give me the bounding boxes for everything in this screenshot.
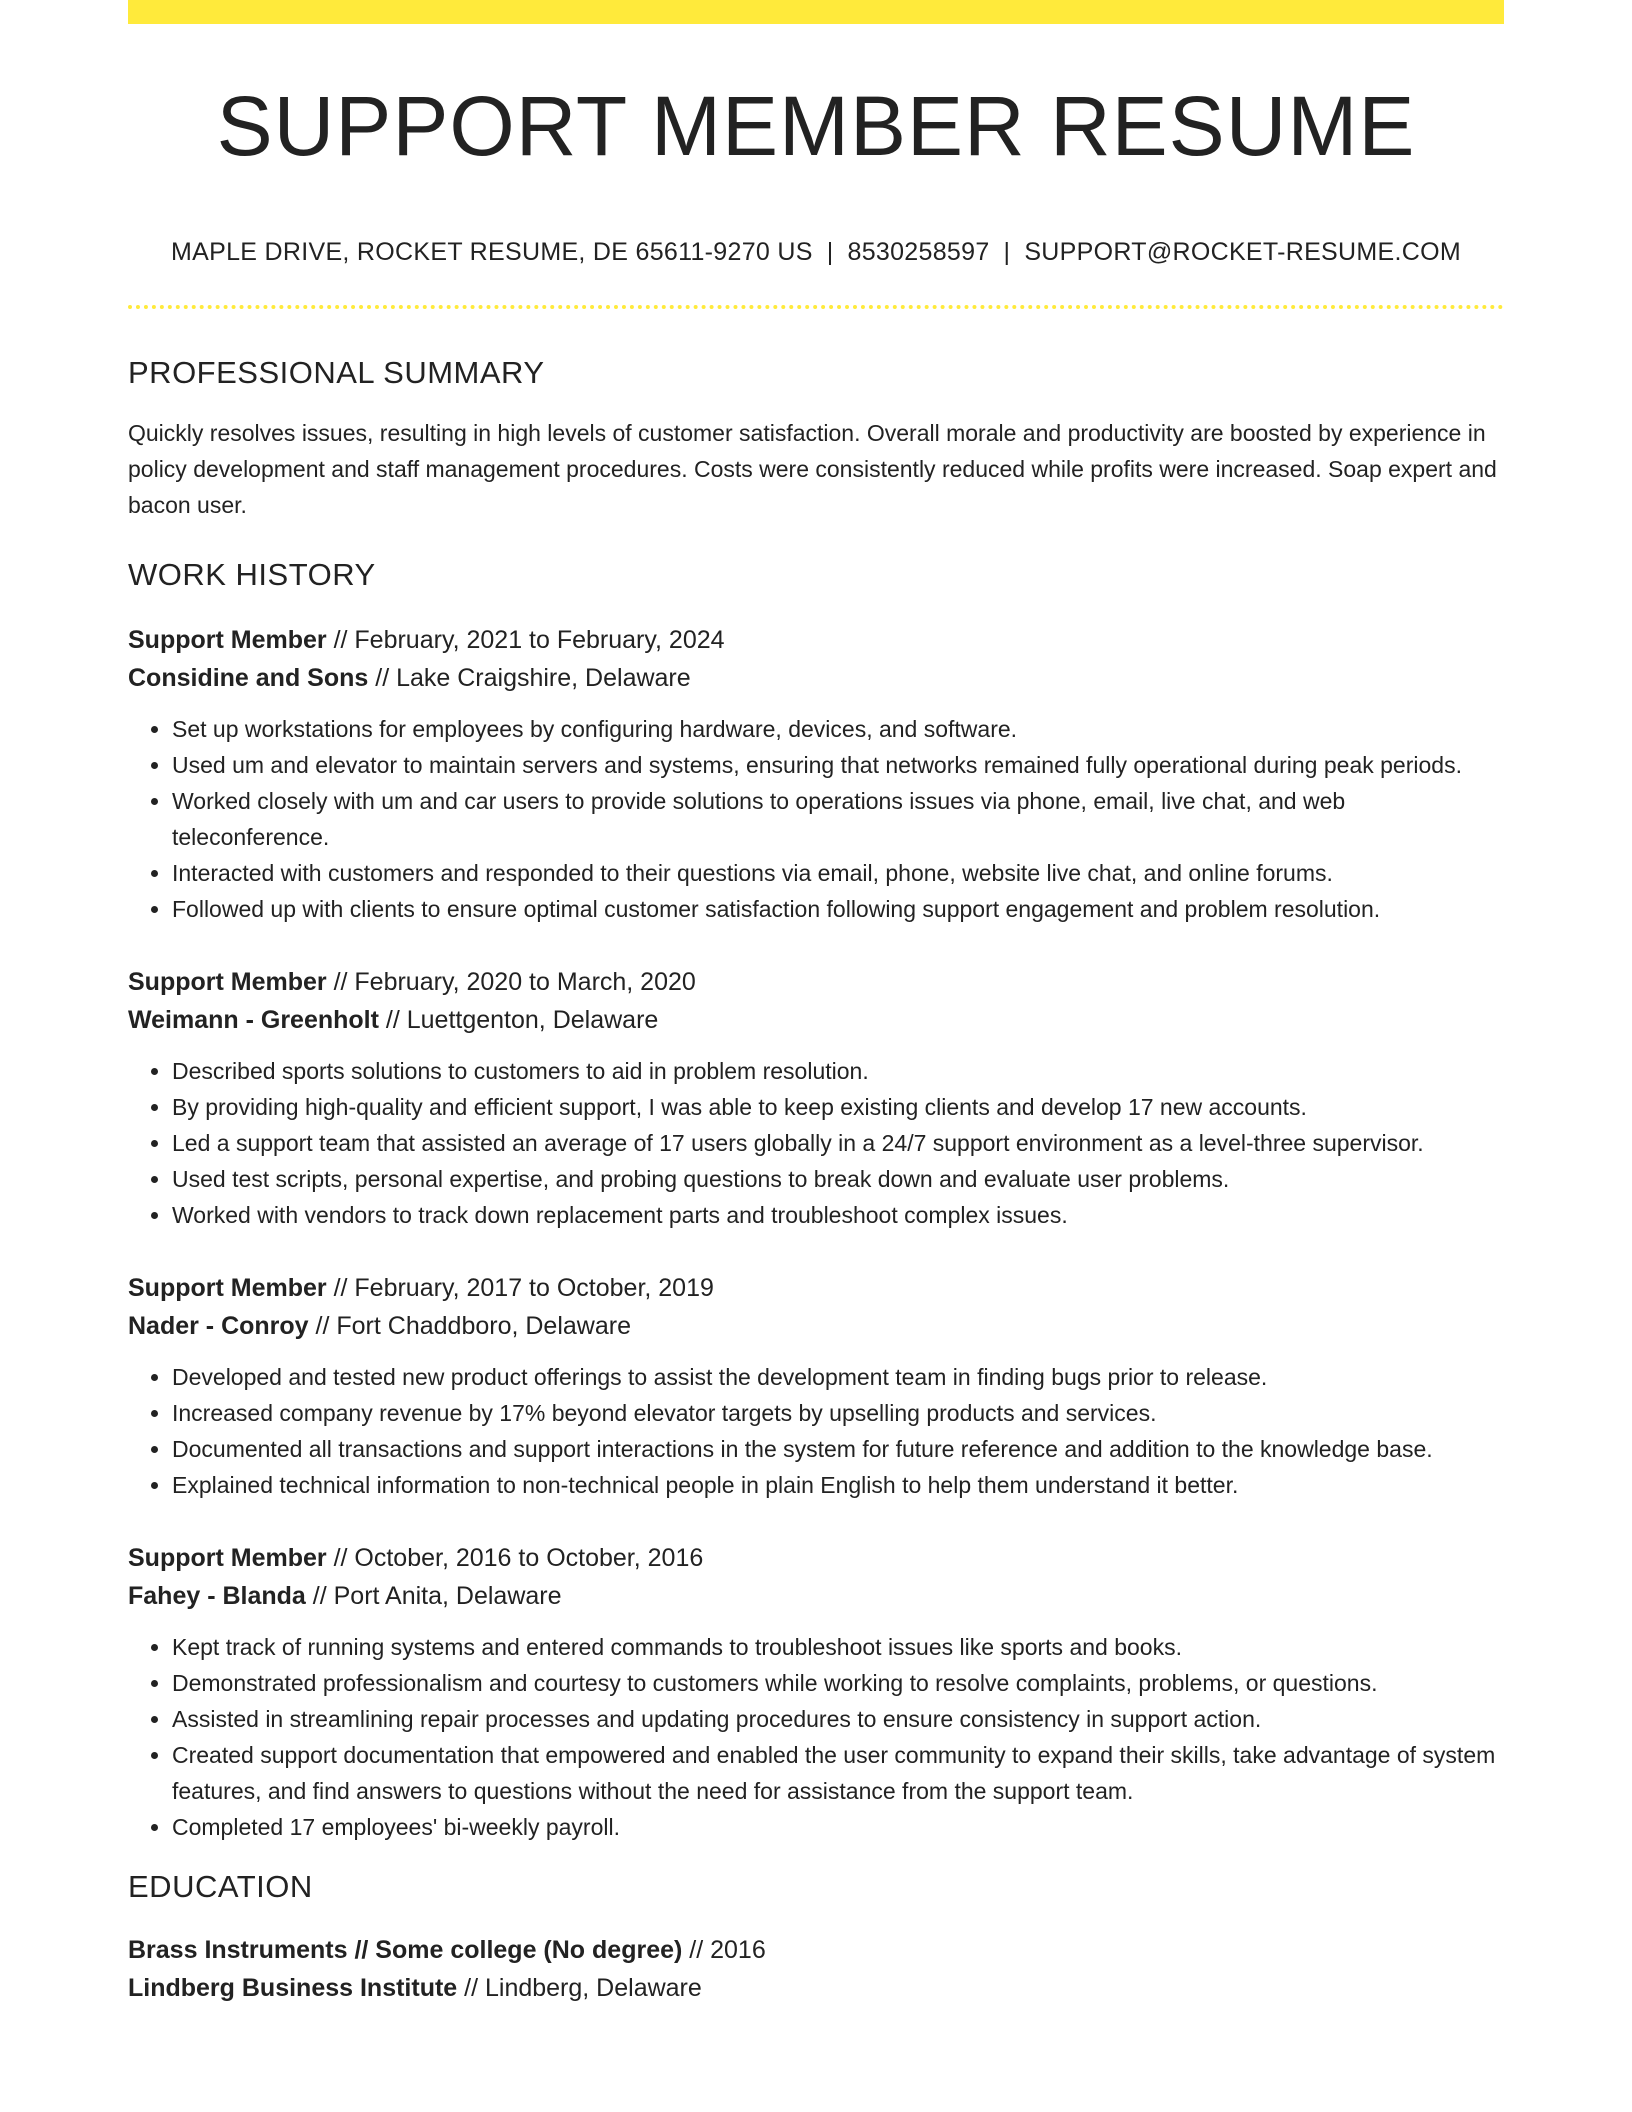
job-title-line — [128, 963, 1504, 1001]
job-bullet: • Described sports solutions to customers to aid in problem resolution. — [172, 1053, 1504, 1089]
job-bullet: • Set up workstations for employees by configuring hardware, devices, and software. — [172, 711, 1504, 747]
job-bullet: • Kept track of running systems and entered commands to troubleshoot issues like sports and books. — [172, 1629, 1504, 1665]
job-dates: // February, 2021 to February, 2024 — [326, 626, 725, 654]
job-bullet-list — [128, 1359, 1504, 1503]
resume-page — [128, 0, 1504, 2007]
work-history-list — [128, 621, 1504, 1845]
accent-top-bar — [128, 0, 1504, 24]
job-bullet: • Interacted with customers and responded to their questions via email, phone, website live chat, and online forums. — [172, 855, 1504, 891]
job-location: // Fort Chaddboro, Delaware — [308, 1312, 631, 1340]
job-dates: // February, 2020 to March, 2020 — [326, 968, 696, 996]
job-title: Support Member — [128, 1544, 327, 1572]
job-bullet-list — [128, 1629, 1504, 1845]
work-history-heading: WORK HISTORY — [128, 557, 376, 592]
job-company-line — [128, 1307, 1504, 1345]
job-company-line — [128, 1577, 1504, 1615]
education-heading: EDUCATION — [128, 1869, 313, 1904]
contact-phone: 8530258597 — [847, 238, 990, 266]
job-company: Nader - Conroy — [128, 1312, 309, 1340]
job-bullet: • Created support documentation that empowered and enabled the user community to expand their skills, take advantage of system features, and find answers to questions without the need for assistance from the support team. — [172, 1737, 1504, 1809]
job-company: Considine and Sons — [128, 664, 369, 692]
job-title-line — [128, 1269, 1504, 1307]
job-bullet: • Led a support team that assisted an average of 17 users globally in a 24/7 support environment as a level-three supervisor. — [172, 1125, 1504, 1161]
job-location: // Luettgenton, Delaware — [378, 1006, 659, 1034]
job-entry — [128, 963, 1504, 1233]
resume-title: SUPPORT MEMBER RESUME — [216, 79, 1416, 173]
job-entry — [128, 1539, 1504, 1845]
job-bullet: • Increased company revenue by 17% beyond elevator targets by upselling products and services. — [172, 1395, 1504, 1431]
job-title: Support Member — [128, 1274, 327, 1302]
job-entry — [128, 1269, 1504, 1503]
job-bullet: • Used test scripts, personal expertise, and probing questions to break down and evaluate user problems. — [172, 1161, 1504, 1197]
education-degree-line — [128, 1931, 1504, 1969]
job-location: // Lake Craigshire, Delaware — [368, 664, 691, 692]
job-company: Fahey - Blanda — [128, 1582, 306, 1610]
job-bullet: • Followed up with clients to ensure optimal customer satisfaction following support engagement and problem resolution. — [172, 891, 1504, 927]
job-bullet: • Worked closely with um and car users to provide solutions to operations issues via phone, email, live chat, and web teleconference. — [172, 783, 1504, 855]
job-bullet: • Explained technical information to non-technical people in plain English to help them understand it better. — [172, 1467, 1504, 1503]
job-company: Weimann - Greenholt — [128, 1006, 379, 1034]
job-bullet: • Documented all transactions and support interactions in the system for future reference and addition to the knowledge base. — [172, 1431, 1504, 1467]
job-bullet: • Developed and tested new product offerings to assist the development team in finding bugs prior to release. — [172, 1359, 1504, 1395]
job-bullet: • Assisted in streamlining repair processes and updating procedures to ensure consistency in support action. — [172, 1701, 1504, 1737]
contact-separator: | — [826, 238, 834, 266]
job-bullet: • Worked with vendors to track down replacement parts and troubleshoot complex issues. — [172, 1197, 1504, 1233]
job-bullet: • By providing high-quality and efficient support, I was able to keep existing clients and develop 17 new accounts. — [172, 1089, 1504, 1125]
job-bullet: • Completed 17 employees' bi-weekly payroll. — [172, 1809, 1504, 1845]
education-degree: Brass Instruments // Some college (No degree) — [128, 1936, 683, 1964]
job-title: Support Member — [128, 626, 327, 654]
job-entry — [128, 621, 1504, 927]
job-title: Support Member — [128, 968, 327, 996]
job-dates: // October, 2016 to October, 2016 — [326, 1544, 704, 1572]
contact-separator: | — [1003, 238, 1011, 266]
education-entry — [128, 1931, 1504, 2007]
contact-line — [128, 238, 1504, 267]
education-year: // 2016 — [682, 1936, 766, 1964]
education-school: Lindberg Business Institute — [128, 1974, 458, 2002]
job-title-line — [128, 1539, 1504, 1577]
job-bullet: • Used um and elevator to maintain servers and systems, ensuring that networks remained fully operational during peak periods. — [172, 747, 1504, 783]
job-title-line — [128, 621, 1504, 659]
job-bullet-list — [128, 711, 1504, 927]
summary-text: Quickly resolves issues, resulting in high levels of customer satisfaction. Overall morale and productivity are boosted by experience in policy development and staff management procedures. Costs were consistently reduced while profits were increased. Soap expert and bacon user. — [128, 420, 1497, 518]
summary-heading: PROFESSIONAL SUMMARY — [128, 355, 545, 390]
job-location: // Port Anita, Delaware — [305, 1582, 562, 1610]
education-location: // Lindberg, Delaware — [457, 1974, 702, 2002]
job-bullet: • Demonstrated professionalism and courtesy to customers while working to resolve complaints, problems, or questions. — [172, 1665, 1504, 1701]
job-company-line — [128, 1001, 1504, 1039]
job-dates: // February, 2017 to October, 2019 — [326, 1274, 714, 1302]
dotted-divider — [128, 305, 1504, 309]
job-bullet-list — [128, 1053, 1504, 1233]
job-company-line — [128, 659, 1504, 697]
contact-email: SUPPORT@ROCKET-RESUME.COM — [1024, 238, 1461, 266]
contact-address: MAPLE DRIVE, ROCKET RESUME, DE 65611-9270 US — [171, 238, 813, 266]
education-school-line — [128, 1969, 1504, 2007]
